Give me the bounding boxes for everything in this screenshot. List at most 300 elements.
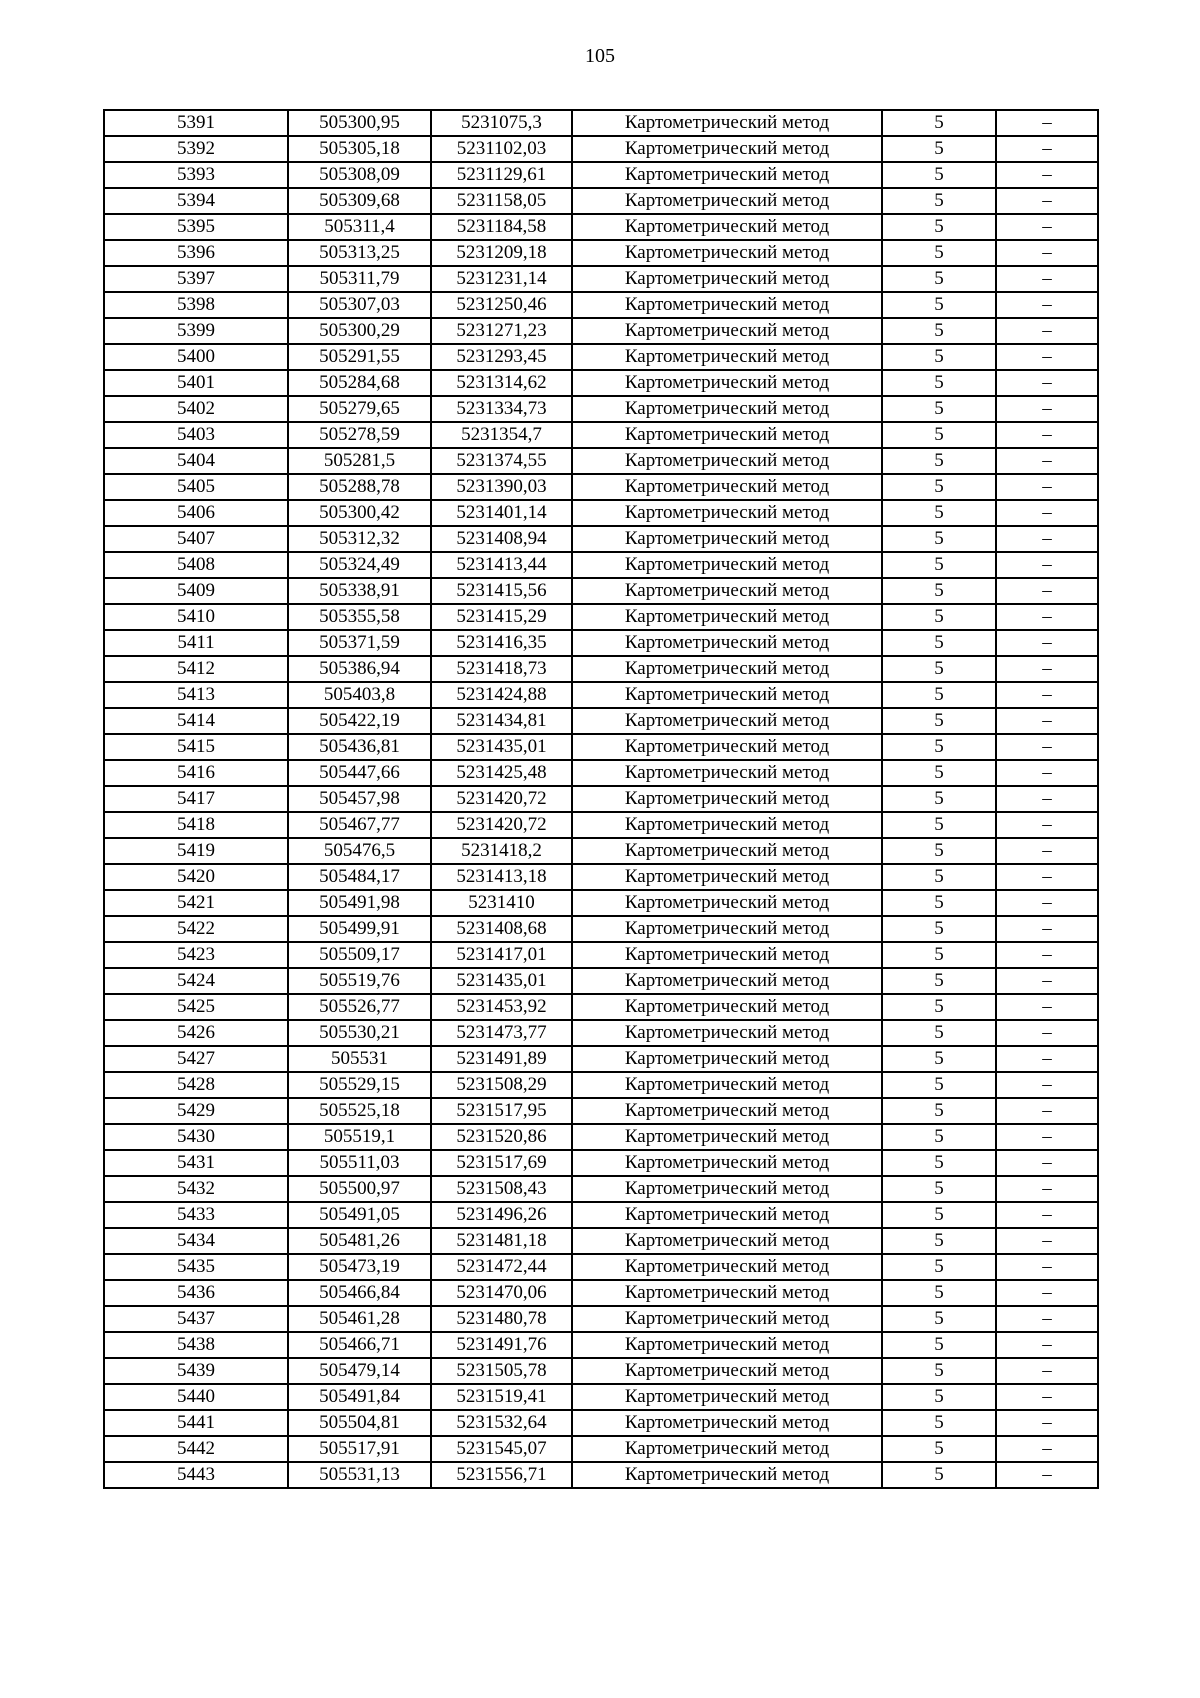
y-coordinate-cell: 5231517,95 [431, 1098, 572, 1124]
accuracy-cell: 5 [882, 916, 996, 942]
note-cell: – [996, 1098, 1098, 1124]
method-cell: Картометрический метод [572, 1020, 882, 1046]
note-cell: – [996, 318, 1098, 344]
x-coordinate-cell: 505300,29 [288, 318, 431, 344]
accuracy-cell: 5 [882, 630, 996, 656]
x-coordinate-cell: 505531 [288, 1046, 431, 1072]
y-coordinate-cell: 5231416,35 [431, 630, 572, 656]
point-number-cell: 5434 [104, 1228, 288, 1254]
y-coordinate-cell: 5231408,68 [431, 916, 572, 942]
y-coordinate-cell: 5231435,01 [431, 734, 572, 760]
note-cell: – [996, 292, 1098, 318]
x-coordinate-cell: 505509,17 [288, 942, 431, 968]
x-coordinate-cell: 505278,59 [288, 422, 431, 448]
x-coordinate-cell: 505517,91 [288, 1436, 431, 1462]
x-coordinate-cell: 505311,79 [288, 266, 431, 292]
point-number-cell: 5433 [104, 1202, 288, 1228]
table-row [104, 188, 1098, 214]
method-cell: Картометрический метод [572, 1332, 882, 1358]
method-cell: Картометрический метод [572, 1306, 882, 1332]
method-cell: Картометрический метод [572, 968, 882, 994]
method-cell: Картометрический метод [572, 942, 882, 968]
note-cell: – [996, 812, 1098, 838]
method-cell: Картометрический метод [572, 266, 882, 292]
table-row [104, 890, 1098, 916]
table-row [104, 838, 1098, 864]
y-coordinate-cell: 5231508,43 [431, 1176, 572, 1202]
y-coordinate-cell: 5231545,07 [431, 1436, 572, 1462]
note-cell: – [996, 916, 1098, 942]
point-number-cell: 5421 [104, 890, 288, 916]
note-cell: – [996, 422, 1098, 448]
point-number-cell: 5420 [104, 864, 288, 890]
point-number-cell: 5417 [104, 786, 288, 812]
y-coordinate-cell: 5231415,29 [431, 604, 572, 630]
x-coordinate-cell: 505530,21 [288, 1020, 431, 1046]
point-number-cell: 5400 [104, 344, 288, 370]
x-coordinate-cell: 505457,98 [288, 786, 431, 812]
note-cell: – [996, 734, 1098, 760]
accuracy-cell: 5 [882, 474, 996, 500]
y-coordinate-cell: 5231470,06 [431, 1280, 572, 1306]
accuracy-cell: 5 [882, 500, 996, 526]
accuracy-cell: 5 [882, 292, 996, 318]
method-cell: Картометрический метод [572, 240, 882, 266]
accuracy-cell: 5 [882, 552, 996, 578]
y-coordinate-cell: 5231418,73 [431, 656, 572, 682]
accuracy-cell: 5 [882, 1176, 996, 1202]
y-coordinate-cell: 5231481,18 [431, 1228, 572, 1254]
table-row [104, 734, 1098, 760]
y-coordinate-cell: 5231418,2 [431, 838, 572, 864]
y-coordinate-cell: 5231424,88 [431, 682, 572, 708]
table-row [104, 136, 1098, 162]
x-coordinate-cell: 505338,91 [288, 578, 431, 604]
note-cell: – [996, 1176, 1098, 1202]
x-coordinate-cell: 505491,84 [288, 1384, 431, 1410]
accuracy-cell: 5 [882, 318, 996, 344]
accuracy-cell: 5 [882, 1124, 996, 1150]
table-row [104, 448, 1098, 474]
point-number-cell: 5422 [104, 916, 288, 942]
method-cell: Картометрический метод [572, 786, 882, 812]
accuracy-cell: 5 [882, 1072, 996, 1098]
accuracy-cell: 5 [882, 1436, 996, 1462]
point-number-cell: 5429 [104, 1098, 288, 1124]
method-cell: Картометрический метод [572, 214, 882, 240]
point-number-cell: 5428 [104, 1072, 288, 1098]
y-coordinate-cell: 5231293,45 [431, 344, 572, 370]
method-cell: Картометрический метод [572, 1410, 882, 1436]
accuracy-cell: 5 [882, 240, 996, 266]
method-cell: Картометрический метод [572, 1176, 882, 1202]
y-coordinate-cell: 5231129,61 [431, 162, 572, 188]
accuracy-cell: 5 [882, 1046, 996, 1072]
y-coordinate-cell: 5231401,14 [431, 500, 572, 526]
accuracy-cell: 5 [882, 968, 996, 994]
y-coordinate-cell: 5231408,94 [431, 526, 572, 552]
note-cell: – [996, 1436, 1098, 1462]
method-cell: Картометрический метод [572, 1384, 882, 1410]
point-number-cell: 5410 [104, 604, 288, 630]
x-coordinate-cell: 505467,77 [288, 812, 431, 838]
point-number-cell: 5409 [104, 578, 288, 604]
table-row [104, 1384, 1098, 1410]
y-coordinate-cell: 5231158,05 [431, 188, 572, 214]
table-row [104, 708, 1098, 734]
table-row [104, 1124, 1098, 1150]
point-number-cell: 5397 [104, 266, 288, 292]
note-cell: – [996, 838, 1098, 864]
note-cell: – [996, 578, 1098, 604]
accuracy-cell: 5 [882, 1202, 996, 1228]
accuracy-cell: 5 [882, 1332, 996, 1358]
method-cell: Картометрический метод [572, 708, 882, 734]
x-coordinate-cell: 505279,65 [288, 396, 431, 422]
note-cell: – [996, 1124, 1098, 1150]
x-coordinate-cell: 505461,28 [288, 1306, 431, 1332]
method-cell: Картометрический метод [572, 1462, 882, 1488]
table-row [104, 656, 1098, 682]
x-coordinate-cell: 505309,68 [288, 188, 431, 214]
table-row [104, 942, 1098, 968]
method-cell: Картометрический метод [572, 682, 882, 708]
method-cell: Картометрический метод [572, 292, 882, 318]
y-coordinate-cell: 5231434,81 [431, 708, 572, 734]
point-number-cell: 5430 [104, 1124, 288, 1150]
point-number-cell: 5394 [104, 188, 288, 214]
point-number-cell: 5419 [104, 838, 288, 864]
point-number-cell: 5395 [104, 214, 288, 240]
table-row [104, 1098, 1098, 1124]
note-cell: – [996, 994, 1098, 1020]
table-row [104, 1410, 1098, 1436]
table-row [104, 240, 1098, 266]
point-number-cell: 5414 [104, 708, 288, 734]
x-coordinate-cell: 505529,15 [288, 1072, 431, 1098]
method-cell: Картометрический метод [572, 1098, 882, 1124]
accuracy-cell: 5 [882, 1254, 996, 1280]
accuracy-cell: 5 [882, 162, 996, 188]
point-number-cell: 5407 [104, 526, 288, 552]
y-coordinate-cell: 5231480,78 [431, 1306, 572, 1332]
accuracy-cell: 5 [882, 838, 996, 864]
accuracy-cell: 5 [882, 1462, 996, 1488]
y-coordinate-cell: 5231410 [431, 890, 572, 916]
table-row [104, 526, 1098, 552]
table-row [104, 1306, 1098, 1332]
accuracy-cell: 5 [882, 344, 996, 370]
table-row [104, 1228, 1098, 1254]
accuracy-cell: 5 [882, 708, 996, 734]
table-row [104, 162, 1098, 188]
table-row [104, 110, 1098, 136]
accuracy-cell: 5 [882, 786, 996, 812]
table-row [104, 1150, 1098, 1176]
table-row [104, 214, 1098, 240]
table-row [104, 1462, 1098, 1488]
table-row [104, 994, 1098, 1020]
accuracy-cell: 5 [882, 890, 996, 916]
note-cell: – [996, 266, 1098, 292]
table-row [104, 864, 1098, 890]
method-cell: Картометрический метод [572, 1072, 882, 1098]
point-number-cell: 5412 [104, 656, 288, 682]
point-number-cell: 5404 [104, 448, 288, 474]
note-cell: – [996, 1384, 1098, 1410]
method-cell: Картометрический метод [572, 838, 882, 864]
x-coordinate-cell: 505307,03 [288, 292, 431, 318]
method-cell: Картометрический метод [572, 500, 882, 526]
accuracy-cell: 5 [882, 266, 996, 292]
accuracy-cell: 5 [882, 942, 996, 968]
point-number-cell: 5402 [104, 396, 288, 422]
accuracy-cell: 5 [882, 734, 996, 760]
x-coordinate-cell: 505504,81 [288, 1410, 431, 1436]
note-cell: – [996, 344, 1098, 370]
method-cell: Картометрический метод [572, 1228, 882, 1254]
y-coordinate-cell: 5231417,01 [431, 942, 572, 968]
point-number-cell: 5441 [104, 1410, 288, 1436]
method-cell: Картометрический метод [572, 110, 882, 136]
x-coordinate-cell: 505491,05 [288, 1202, 431, 1228]
x-coordinate-cell: 505500,97 [288, 1176, 431, 1202]
y-coordinate-cell: 5231491,89 [431, 1046, 572, 1072]
x-coordinate-cell: 505386,94 [288, 656, 431, 682]
table-row [104, 916, 1098, 942]
accuracy-cell: 5 [882, 1384, 996, 1410]
point-number-cell: 5418 [104, 812, 288, 838]
x-coordinate-cell: 505481,26 [288, 1228, 431, 1254]
table-row [104, 682, 1098, 708]
x-coordinate-cell: 505403,8 [288, 682, 431, 708]
x-coordinate-cell: 505525,18 [288, 1098, 431, 1124]
method-cell: Картометрический метод [572, 630, 882, 656]
x-coordinate-cell: 505436,81 [288, 734, 431, 760]
note-cell: – [996, 1046, 1098, 1072]
table-row [104, 318, 1098, 344]
note-cell: – [996, 500, 1098, 526]
method-cell: Картометрический метод [572, 1280, 882, 1306]
accuracy-cell: 5 [882, 1306, 996, 1332]
note-cell: – [996, 1020, 1098, 1046]
y-coordinate-cell: 5231413,44 [431, 552, 572, 578]
y-coordinate-cell: 5231473,77 [431, 1020, 572, 1046]
point-number-cell: 5408 [104, 552, 288, 578]
y-coordinate-cell: 5231496,26 [431, 1202, 572, 1228]
note-cell: – [996, 396, 1098, 422]
table-row [104, 552, 1098, 578]
x-coordinate-cell: 505499,91 [288, 916, 431, 942]
table-row [104, 1046, 1098, 1072]
note-cell: – [996, 1150, 1098, 1176]
method-cell: Картометрический метод [572, 578, 882, 604]
x-coordinate-cell: 505308,09 [288, 162, 431, 188]
point-number-cell: 5391 [104, 110, 288, 136]
accuracy-cell: 5 [882, 864, 996, 890]
note-cell: – [996, 162, 1098, 188]
point-number-cell: 5398 [104, 292, 288, 318]
x-coordinate-cell: 505531,13 [288, 1462, 431, 1488]
method-cell: Картометрический метод [572, 812, 882, 838]
note-cell: – [996, 1228, 1098, 1254]
y-coordinate-cell: 5231415,56 [431, 578, 572, 604]
method-cell: Картометрический метод [572, 734, 882, 760]
method-cell: Картометрический метод [572, 1124, 882, 1150]
point-number-cell: 5432 [104, 1176, 288, 1202]
x-coordinate-cell: 505305,18 [288, 136, 431, 162]
point-number-cell: 5443 [104, 1462, 288, 1488]
method-cell: Картометрический метод [572, 1254, 882, 1280]
method-cell: Картометрический метод [572, 890, 882, 916]
accuracy-cell: 5 [882, 136, 996, 162]
accuracy-cell: 5 [882, 656, 996, 682]
y-coordinate-cell: 5231314,62 [431, 370, 572, 396]
point-number-cell: 5424 [104, 968, 288, 994]
x-coordinate-cell: 505288,78 [288, 474, 431, 500]
y-coordinate-cell: 5231520,86 [431, 1124, 572, 1150]
table-row [104, 292, 1098, 318]
note-cell: – [996, 370, 1098, 396]
accuracy-cell: 5 [882, 214, 996, 240]
accuracy-cell: 5 [882, 1098, 996, 1124]
point-number-cell: 5438 [104, 1332, 288, 1358]
y-coordinate-cell: 5231519,41 [431, 1384, 572, 1410]
method-cell: Картометрический метод [572, 162, 882, 188]
x-coordinate-cell: 505466,71 [288, 1332, 431, 1358]
note-cell: – [996, 1072, 1098, 1098]
table-row [104, 630, 1098, 656]
table-row [104, 1358, 1098, 1384]
x-coordinate-cell: 505300,95 [288, 110, 431, 136]
y-coordinate-cell: 5231374,55 [431, 448, 572, 474]
method-cell: Картометрический метод [572, 318, 882, 344]
y-coordinate-cell: 5231420,72 [431, 812, 572, 838]
method-cell: Картометрический метод [572, 448, 882, 474]
point-number-cell: 5393 [104, 162, 288, 188]
point-number-cell: 5413 [104, 682, 288, 708]
table-row [104, 474, 1098, 500]
x-coordinate-cell: 505466,84 [288, 1280, 431, 1306]
y-coordinate-cell: 5231354,7 [431, 422, 572, 448]
y-coordinate-cell: 5231472,44 [431, 1254, 572, 1280]
x-coordinate-cell: 505511,03 [288, 1150, 431, 1176]
y-coordinate-cell: 5231435,01 [431, 968, 572, 994]
point-number-cell: 5406 [104, 500, 288, 526]
point-number-cell: 5436 [104, 1280, 288, 1306]
x-coordinate-cell: 505491,98 [288, 890, 431, 916]
point-number-cell: 5415 [104, 734, 288, 760]
accuracy-cell: 5 [882, 604, 996, 630]
coordinates-table [103, 109, 1099, 1489]
y-coordinate-cell: 5231505,78 [431, 1358, 572, 1384]
note-cell: – [996, 552, 1098, 578]
y-coordinate-cell: 5231413,18 [431, 864, 572, 890]
table-row [104, 604, 1098, 630]
accuracy-cell: 5 [882, 1228, 996, 1254]
accuracy-cell: 5 [882, 188, 996, 214]
method-cell: Картометрический метод [572, 526, 882, 552]
x-coordinate-cell: 505484,17 [288, 864, 431, 890]
point-number-cell: 5399 [104, 318, 288, 344]
method-cell: Картометрический метод [572, 1202, 882, 1228]
note-cell: – [996, 942, 1098, 968]
table-row [104, 1254, 1098, 1280]
y-coordinate-cell: 5231390,03 [431, 474, 572, 500]
method-cell: Картометрический метод [572, 604, 882, 630]
accuracy-cell: 5 [882, 1358, 996, 1384]
table-row [104, 422, 1098, 448]
note-cell: – [996, 1358, 1098, 1384]
point-number-cell: 5440 [104, 1384, 288, 1410]
point-number-cell: 5423 [104, 942, 288, 968]
accuracy-cell: 5 [882, 1020, 996, 1046]
method-cell: Картометрический метод [572, 370, 882, 396]
point-number-cell: 5403 [104, 422, 288, 448]
y-coordinate-cell: 5231271,23 [431, 318, 572, 344]
accuracy-cell: 5 [882, 396, 996, 422]
table-row [104, 760, 1098, 786]
accuracy-cell: 5 [882, 812, 996, 838]
note-cell: – [996, 656, 1098, 682]
note-cell: – [996, 1202, 1098, 1228]
point-number-cell: 5396 [104, 240, 288, 266]
point-number-cell: 5439 [104, 1358, 288, 1384]
table-row [104, 344, 1098, 370]
x-coordinate-cell: 505447,66 [288, 760, 431, 786]
accuracy-cell: 5 [882, 578, 996, 604]
table-row [104, 812, 1098, 838]
x-coordinate-cell: 505479,14 [288, 1358, 431, 1384]
accuracy-cell: 5 [882, 760, 996, 786]
accuracy-cell: 5 [882, 526, 996, 552]
note-cell: – [996, 708, 1098, 734]
note-cell: – [996, 1332, 1098, 1358]
table-row [104, 370, 1098, 396]
y-coordinate-cell: 5231532,64 [431, 1410, 572, 1436]
x-coordinate-cell: 505291,55 [288, 344, 431, 370]
accuracy-cell: 5 [882, 370, 996, 396]
x-coordinate-cell: 505476,5 [288, 838, 431, 864]
method-cell: Картометрический метод [572, 1436, 882, 1462]
y-coordinate-cell: 5231556,71 [431, 1462, 572, 1488]
table-row [104, 578, 1098, 604]
method-cell: Картометрический метод [572, 552, 882, 578]
y-coordinate-cell: 5231231,14 [431, 266, 572, 292]
note-cell: – [996, 968, 1098, 994]
point-number-cell: 5392 [104, 136, 288, 162]
method-cell: Картометрический метод [572, 1046, 882, 1072]
method-cell: Картометрический метод [572, 760, 882, 786]
y-coordinate-cell: 5231209,18 [431, 240, 572, 266]
method-cell: Картометрический метод [572, 188, 882, 214]
note-cell: – [996, 188, 1098, 214]
point-number-cell: 5437 [104, 1306, 288, 1332]
accuracy-cell: 5 [882, 448, 996, 474]
x-coordinate-cell: 505355,58 [288, 604, 431, 630]
point-number-cell: 5426 [104, 1020, 288, 1046]
y-coordinate-cell: 5231102,03 [431, 136, 572, 162]
table-row [104, 266, 1098, 292]
note-cell: – [996, 1280, 1098, 1306]
table-row [104, 396, 1098, 422]
x-coordinate-cell: 505313,25 [288, 240, 431, 266]
accuracy-cell: 5 [882, 422, 996, 448]
table-row [104, 1332, 1098, 1358]
method-cell: Картометрический метод [572, 344, 882, 370]
x-coordinate-cell: 505312,32 [288, 526, 431, 552]
note-cell: – [996, 110, 1098, 136]
